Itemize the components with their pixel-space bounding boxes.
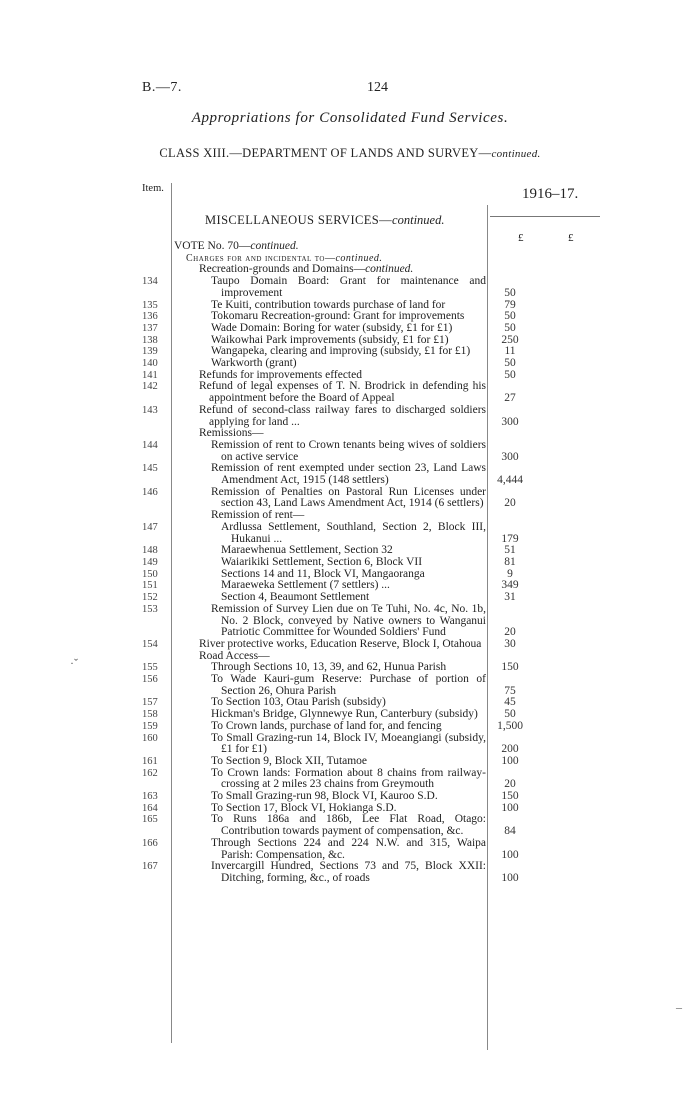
item-amount: 30 bbox=[504, 637, 516, 650]
item-description: Refund of second-class railway fares to discharged soldiers applying for land ... bbox=[199, 403, 486, 428]
vote-line bbox=[0, 241, 700, 253]
item-number: 162 bbox=[142, 767, 158, 779]
item-amount: 51 bbox=[504, 544, 516, 557]
item-amount: 81 bbox=[504, 555, 516, 568]
item-description: To Crown lands: Formation about 8 chains from railway-crossing at 2 miles 23 chains from Greymouth bbox=[211, 766, 486, 791]
item-amount: 31 bbox=[504, 591, 516, 604]
item-description: Refund of legal expenses of T. N. Brodrick in defending his appointment before the Board of Appeal bbox=[199, 380, 486, 405]
item-description: Wangapeka, clearing and improving (subsidy, £1 for £1) bbox=[211, 345, 471, 358]
item-number: 163 bbox=[142, 791, 158, 803]
item-number: 156 bbox=[142, 674, 158, 686]
table-row bbox=[0, 440, 700, 463]
item-description: Refunds for improvements effected bbox=[199, 368, 362, 381]
item-number: 137 bbox=[142, 322, 158, 334]
table-row bbox=[0, 381, 700, 404]
table-row bbox=[0, 838, 700, 861]
item-number: 139 bbox=[142, 346, 158, 358]
item-amount: 349 bbox=[501, 579, 519, 592]
item-description: Remissions— bbox=[199, 427, 264, 440]
item-amount: 20 bbox=[504, 626, 516, 639]
item-amount: 50 bbox=[504, 286, 516, 299]
table-row bbox=[0, 861, 700, 884]
item-description: Ardlussa Settlement, Southland, Section 2, Block III, Hukanui ... bbox=[221, 520, 486, 545]
item-amount: 75 bbox=[504, 684, 516, 697]
item-amount: 50 bbox=[504, 368, 516, 381]
item-number: 152 bbox=[142, 592, 158, 604]
item-number: 158 bbox=[142, 709, 158, 721]
table-row bbox=[0, 768, 700, 791]
table-row bbox=[0, 487, 700, 510]
margin-mark-left: ·ˇ bbox=[70, 656, 78, 670]
item-amount: 100 bbox=[501, 848, 519, 861]
item-description: To Wade Kauri-gum Reserve: Purchase of portion of Section 26, Ohura Parish bbox=[211, 673, 486, 697]
appropriations-list bbox=[0, 241, 700, 885]
item-column-header: Item. bbox=[142, 183, 164, 194]
item-amount: 1,500 bbox=[497, 719, 523, 732]
item-number: 154 bbox=[142, 638, 158, 650]
item-number: 143 bbox=[142, 404, 158, 416]
item-description: To Runs 186a and 186b, Lee Flat Road, Otago: Contribution towards payment of compensation, &c. bbox=[211, 813, 486, 838]
item-amount: 100 bbox=[501, 801, 519, 814]
section-heading bbox=[205, 213, 444, 228]
item-number: 151 bbox=[142, 580, 158, 592]
page-number: 124 bbox=[367, 80, 388, 95]
item-amount: 9 bbox=[507, 567, 513, 580]
item-description: Waikowhai Park improvements (subsidy, £1 for £1) bbox=[211, 333, 449, 346]
item-description: Remission of Penalties on Pastoral Run Licenses under section 43, Land Laws Amendment Act, 1914 (6 settlers) bbox=[211, 485, 486, 510]
item-number: 157 bbox=[142, 697, 158, 709]
item-number: 142 bbox=[142, 381, 158, 393]
item-description: Through Sections 224 and 224 N.W. and 315, Waipa Parish: Compensation, &c. bbox=[211, 836, 486, 861]
year-column-header: 1916–17. bbox=[522, 186, 579, 202]
item-number: 155 bbox=[142, 662, 158, 674]
table-row bbox=[0, 604, 700, 639]
item-amount: 79 bbox=[504, 298, 516, 311]
item-description: Section 4, Beaumont Settlement bbox=[221, 591, 370, 604]
item-amount: 150 bbox=[501, 790, 519, 803]
table-row bbox=[0, 463, 700, 486]
class-heading-text: CLASS XIII.—DEPARTMENT OF LANDS AND SURVEY— bbox=[159, 146, 492, 160]
item-number: 150 bbox=[142, 568, 158, 580]
item-amount: 150 bbox=[501, 661, 519, 674]
item-description: Tokomaru Recreation-ground: Grant for improvements bbox=[211, 310, 465, 323]
item-description: To Small Grazing-run 98, Block VI, Kauroo S.D. bbox=[211, 790, 438, 803]
table-row bbox=[0, 346, 700, 358]
section-heading-text: MISCELLANEOUS SERVICES— bbox=[205, 213, 393, 227]
table-row bbox=[0, 276, 700, 299]
item-amount: 50 bbox=[504, 357, 516, 370]
item-description: Hickman's Bridge, Glynnewye Run, Canterbury (subsidy) bbox=[211, 708, 478, 721]
item-number: 146 bbox=[142, 486, 158, 498]
item-number: 135 bbox=[142, 299, 158, 311]
item-description: To Crown lands, purchase of land for, and fencing bbox=[211, 719, 442, 732]
class-heading bbox=[0, 146, 700, 161]
item-description: Road Access— bbox=[199, 649, 270, 662]
subsection-label: Recreation-grounds and Domains— bbox=[199, 263, 366, 276]
subsection-continued: continued. bbox=[365, 263, 414, 276]
item-amount: 50 bbox=[504, 708, 516, 721]
report-reference: B.—7. bbox=[142, 80, 182, 95]
table-row bbox=[0, 522, 700, 545]
item-description: Remission of rent— bbox=[211, 509, 305, 522]
item-amount: 200 bbox=[501, 743, 519, 756]
item-amount: 50 bbox=[504, 310, 516, 323]
item-amount: 20 bbox=[504, 778, 516, 791]
charges-label: Charges for and incidental to— bbox=[186, 252, 336, 264]
item-description: Invercargill Hundred, Sections 73 and 75, Block XXII: Ditching, forming, &c., of roads bbox=[211, 860, 486, 884]
margin-mark-right: – bbox=[676, 1000, 682, 1014]
item-description: Remission of rent exempted under section 23, Land Laws Amendment Act, 1915 (148 settlers) bbox=[211, 462, 486, 487]
item-number: 134 bbox=[142, 276, 158, 288]
item-number: 140 bbox=[142, 358, 158, 370]
item-amount: 84 bbox=[504, 825, 516, 838]
item-rows bbox=[0, 276, 700, 885]
item-description: Maraeweka Settlement (7 settlers) ... bbox=[221, 579, 390, 592]
item-number: 166 bbox=[142, 837, 158, 849]
item-number: 145 bbox=[142, 463, 158, 475]
table-row bbox=[0, 733, 700, 756]
item-description: Through Sections 10, 13, 39, and 62, Hunua Parish bbox=[211, 661, 447, 674]
item-description: Warkworth (grant) bbox=[211, 357, 297, 370]
item-amount: 300 bbox=[501, 450, 519, 463]
table-row bbox=[0, 814, 700, 837]
currency-header-total: £ bbox=[568, 232, 574, 244]
item-amount: 45 bbox=[504, 696, 516, 709]
vote-label: VOTE No. 70— bbox=[174, 240, 251, 252]
item-description: To Section 9, Block XII, Tutamoe bbox=[211, 754, 368, 767]
item-amount: 11 bbox=[504, 345, 516, 358]
item-amount: 4,444 bbox=[497, 474, 523, 487]
item-amount: 20 bbox=[504, 497, 516, 510]
item-number: 165 bbox=[142, 814, 158, 826]
item-amount: 100 bbox=[501, 754, 519, 767]
item-description: To Section 17, Block VI, Hokianga S.D. bbox=[211, 801, 397, 814]
item-description: Remission of Survey Lien due on Te Tuhi, No. 4c, No. 1b, No. 2 Block, conveyed by Native owners to Wanganui Patriotic Committee for Wounded Soldiers' Fund bbox=[211, 602, 486, 639]
item-description: To Small Grazing-run 14, Block IV, Moeangiangi (subsidy, £1 for £1) bbox=[211, 731, 486, 756]
item-number: 153 bbox=[142, 603, 158, 615]
item-amount: 27 bbox=[504, 392, 516, 405]
item-number: 159 bbox=[142, 720, 158, 732]
item-number: 164 bbox=[142, 802, 158, 814]
item-description: Te Kuiti, contribution towards purchase of land for bbox=[211, 298, 446, 311]
item-amount: 100 bbox=[501, 871, 519, 884]
item-number: 167 bbox=[142, 861, 158, 873]
item-description: To Section 103, Otau Parish (subsidy) bbox=[211, 696, 386, 709]
item-description: Wade Domain: Boring for water (subsidy, £1 for £1) bbox=[211, 321, 453, 334]
item-description: River protective works, Education Reserve, Block I, Otahoua bbox=[199, 637, 482, 650]
section-heading-continued: continued. bbox=[392, 213, 445, 227]
table-row bbox=[0, 405, 700, 428]
item-amount: 250 bbox=[501, 333, 519, 346]
item-number: 149 bbox=[142, 556, 158, 568]
class-heading-continued: continued. bbox=[491, 148, 541, 160]
item-number: 144 bbox=[142, 439, 158, 451]
currency-header-pounds: £ bbox=[518, 232, 524, 244]
page-title: Appropriations for Consolidated Fund Services. bbox=[191, 110, 509, 126]
item-amount: 50 bbox=[504, 321, 516, 334]
table-row bbox=[0, 674, 700, 697]
year-header-rule bbox=[490, 216, 600, 217]
vote-continued: continued. bbox=[250, 240, 299, 252]
item-number: 147 bbox=[142, 521, 158, 533]
charges-continued: continued. bbox=[335, 252, 383, 264]
item-description: Waiarikiki Settlement, Section 6, Block VII bbox=[221, 555, 423, 568]
item-number: 161 bbox=[142, 755, 158, 767]
table-row bbox=[0, 639, 700, 651]
item-amount: 300 bbox=[501, 415, 519, 428]
item-description: Remission of rent to Crown tenants being wives of soldiers on active service bbox=[211, 438, 486, 463]
item-amount: 179 bbox=[501, 532, 519, 545]
item-number: 160 bbox=[142, 732, 158, 744]
item-description: Maraewhenua Settlement, Section 32 bbox=[221, 544, 393, 557]
item-number: 138 bbox=[142, 334, 158, 346]
item-description: Taupo Domain Board: Grant for maintenance and improvement bbox=[211, 275, 486, 299]
item-number: 148 bbox=[142, 545, 158, 557]
item-number: 136 bbox=[142, 311, 158, 323]
item-number: 141 bbox=[142, 369, 158, 381]
item-description: Sections 14 and 11, Block VI, Mangaoranga bbox=[221, 567, 425, 580]
